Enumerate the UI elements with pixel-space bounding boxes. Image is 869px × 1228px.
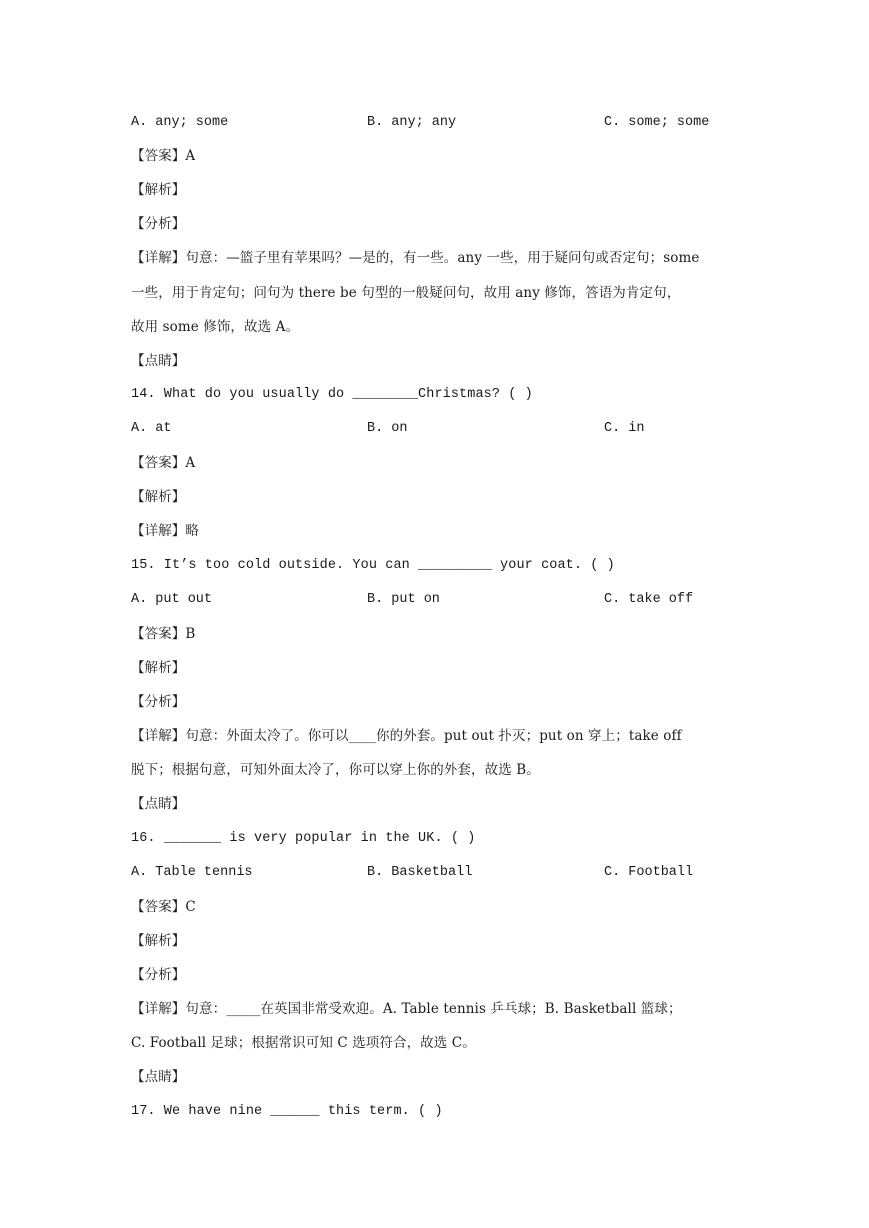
q14-option-a: A. at (131, 421, 172, 436)
q13-answer: 【答案】A (131, 148, 196, 164)
q13-option-b: B. any; any (367, 115, 457, 130)
q13-dianjing: 【点睛】 (131, 353, 186, 369)
q16-question: 16. _______ is very popular in the UK. ( ) (131, 831, 476, 846)
q15-dianjing: 【点睛】 (131, 796, 186, 812)
q16-option-b: B. Basketball (367, 865, 473, 880)
q14-jiexi: 【解析】 (131, 489, 186, 505)
q16-option-c: C. Football (604, 865, 694, 880)
q13-detail-line-2: 一些，用于肯定句；问句为 there be 句型的一般疑问句，故用 any 修饰，答语为肯定句， (131, 285, 681, 301)
q14-question: 14. What do you usually do ________Christmas? ( ) (131, 387, 533, 402)
q17-question: 17. We have nine ______ this term. ( ) (131, 1104, 443, 1119)
q15-detail-line-1: 【详解】句意：外面太冷了。你可以____你的外套。put out 扑灭；put on 穿上；take off (131, 728, 682, 744)
q15-question: 15. It’s too cold outside. You can _________ your coat. ( ) (131, 558, 615, 573)
q16-detail-line-2: C. Football 足球；根据常识可知 C 选项符合，故选 C。 (131, 1035, 476, 1051)
q14-option-c: C. in (604, 421, 645, 436)
q16-detail-line-1: 【详解】句意：_____在英国非常受欢迎。A. Table tennis 乒乓球；B. Basketball 篮球； (131, 1001, 682, 1017)
q15-option-b: B. put on (367, 592, 440, 607)
q15-option-c: C. take off (604, 592, 694, 607)
q16-fenxi: 【分析】 (131, 967, 186, 983)
q16-dianjing: 【点睛】 (131, 1069, 186, 1085)
q15-jiexi: 【解析】 (131, 660, 186, 676)
q15-detail-line-2: 脱下；根据句意，可知外面太冷了，你可以穿上你的外套，故选 B。 (131, 762, 540, 778)
q15-answer: 【答案】B (131, 626, 196, 642)
q16-jiexi: 【解析】 (131, 933, 186, 949)
q13-option-c: C. some; some (604, 115, 710, 130)
q14-option-b: B. on (367, 421, 408, 436)
q13-detail-line-1: 【详解】句意：—篮子里有苹果吗？—是的，有一些。any 一些，用于疑问句或否定句；some (131, 250, 700, 266)
q16-answer: 【答案】C (131, 899, 196, 915)
q14-answer: 【答案】A (131, 455, 196, 471)
q13-option-a: A. any; some (131, 115, 229, 130)
q13-fenxi: 【分析】 (131, 216, 186, 232)
q14-detail: 【详解】略 (131, 523, 199, 539)
q13-jiexi: 【解析】 (131, 182, 186, 198)
q16-option-a: A. Table tennis (131, 865, 253, 880)
q13-detail-line-3: 故用 some 修饰，故选 A。 (131, 319, 300, 335)
q15-option-a: A. put out (131, 592, 213, 607)
q15-fenxi: 【分析】 (131, 694, 186, 710)
